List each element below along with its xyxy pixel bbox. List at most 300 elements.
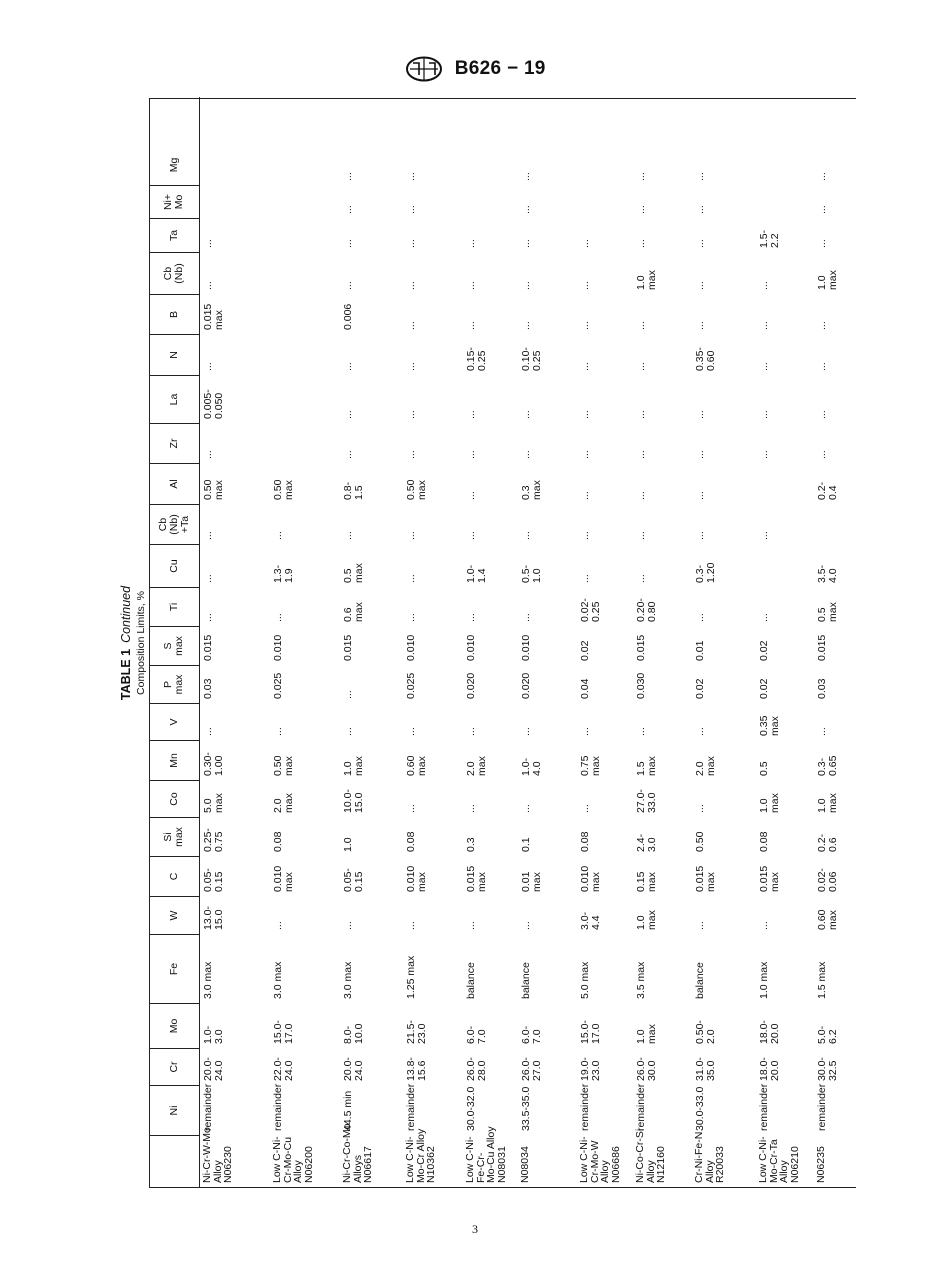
cell-cr: 26.0- 30.0: [635, 1057, 658, 1081]
cell-mo: 15.0- 17.0: [272, 1020, 295, 1044]
cell-mg: [199, 145, 269, 185]
cell-cbta: ...: [405, 531, 417, 540]
cell-w: 3.0- 4.4: [579, 911, 602, 930]
cell-cb: ...: [202, 281, 214, 290]
cell-s: 0.015: [342, 634, 354, 661]
cell-c: 0.010 max: [272, 865, 295, 892]
cell-mn: 1.0- 4.0: [520, 757, 543, 776]
cell-mo: 21.5- 23.0: [405, 1020, 428, 1044]
cell-mn: 2.0 max: [694, 756, 717, 776]
cell-nimo: [576, 185, 632, 218]
cell-la: 0.005- 0.050: [202, 389, 225, 419]
table-row: [813, 97, 845, 1187]
table-row: [691, 97, 755, 1187]
cell-p: 0.020: [520, 672, 532, 699]
cell-n: 0.15- 0.25: [465, 347, 488, 371]
cell-ni: 44.5 min: [342, 1090, 354, 1131]
cell-ni: 30.0-33.0: [694, 1086, 706, 1131]
cell-c: 0.02- 0.06: [816, 868, 839, 892]
cell-fe: balance: [694, 962, 706, 999]
cell-mg: [755, 145, 813, 185]
cell-v: ...: [272, 727, 284, 736]
cell-mn: 1.5 max: [635, 756, 658, 776]
column-header-p: P max: [149, 665, 199, 703]
cell-zr: ...: [635, 450, 647, 459]
cell-ti: 0.5 max: [816, 602, 839, 622]
cell-p: 0.03: [816, 678, 828, 699]
cell-ti: ...: [694, 613, 706, 622]
table-row: [402, 97, 462, 1187]
cell-fe: 1.25 max: [405, 955, 417, 999]
cell-s: 0.015: [202, 634, 214, 661]
cell-ta: ...: [342, 239, 354, 248]
cell-c: 0.015 max: [758, 865, 781, 892]
column-header-nimo: Ni+ Mo: [149, 185, 199, 218]
cell-v: ...: [405, 727, 417, 736]
cell-mg: [576, 145, 632, 185]
cell-mo: 5.0- 6.2: [816, 1025, 839, 1044]
alloy-label: Ni-Co-Cr-Si Alloy N12160: [634, 1128, 667, 1183]
column-header-la: La: [149, 375, 199, 423]
cell-al: 0.2- 0.4: [816, 481, 839, 500]
cell-co: ...: [579, 804, 591, 813]
column-header-s: S max: [149, 626, 199, 665]
cell-cr: 13.8- 15.6: [405, 1057, 428, 1081]
cell-ta: ...: [694, 239, 706, 248]
cell-n: 0.35- 0.60: [694, 347, 717, 371]
column-header-mn: Mn: [149, 740, 199, 780]
cell-w: ...: [758, 921, 770, 930]
cell-si: 0.1: [520, 837, 532, 852]
cell-mn: 0.30- 1.00: [202, 752, 225, 776]
cell-ni: remainder: [272, 1083, 284, 1131]
cell-fe: 3.5 max: [635, 961, 647, 999]
cell-ti: ...: [202, 613, 214, 622]
cell-zr: ...: [520, 450, 532, 459]
table-row: [632, 97, 691, 1187]
cell-mg: ...: [635, 172, 647, 181]
column-header-al: Al: [149, 463, 199, 504]
cell-b: 0.015 max: [202, 303, 225, 330]
cell-n: ...: [405, 362, 417, 371]
cell-ni: remainder: [579, 1083, 591, 1131]
cell-nimo: [462, 185, 517, 218]
astm-logo: [404, 56, 444, 82]
cell-p: 0.02: [758, 678, 770, 699]
cell-mo: 0.50- 2.0: [694, 1020, 717, 1044]
cell-al: ...: [635, 491, 647, 500]
cell-v: ...: [816, 727, 828, 736]
column-header-cb: Cb (Nb): [149, 252, 199, 294]
cell-s: 0.015: [635, 634, 647, 661]
cell-co: ...: [465, 804, 477, 813]
cell-cu: 0.5 max: [342, 563, 365, 583]
cell-ti: 0.02- 0.25: [579, 598, 602, 622]
table-row: [462, 97, 517, 1187]
cell-v: ...: [202, 727, 214, 736]
cell-zr: ...: [816, 450, 828, 459]
cell-ta: ...: [579, 239, 591, 248]
cell-mg: ...: [405, 172, 417, 181]
cell-fe: 3.0 max: [342, 961, 354, 999]
cell-c: 0.05- 0.15: [342, 868, 365, 892]
cell-cu: ...: [579, 574, 591, 583]
cell-b: ...: [405, 321, 417, 330]
cell-mn: 0.75 max: [579, 755, 602, 776]
cell-c: 0.010 max: [405, 865, 428, 892]
composition-header: Composition Limits, %: [135, 591, 147, 695]
cell-s: 0.010: [465, 634, 477, 661]
cell-ta: ...: [816, 239, 828, 248]
cell-cb: ...: [579, 281, 591, 290]
cell-n: 0.10- 0.25: [520, 347, 543, 371]
cell-cbta: [813, 504, 845, 544]
cell-co: 10.0- 15.0: [342, 789, 365, 813]
cell-p: 0.02: [694, 678, 706, 699]
cell-w: 0.60 max: [816, 909, 839, 930]
cell-la: ...: [758, 410, 770, 419]
cell-al: 0.3 max: [520, 480, 543, 500]
cell-si: 0.08: [579, 831, 591, 852]
cell-zr: [269, 423, 339, 463]
cell-mo: 8.0- 10.0: [342, 1023, 365, 1044]
column-header-cu: Cu: [149, 544, 199, 587]
cell-b: ...: [816, 321, 828, 330]
column-header-n: N: [149, 334, 199, 375]
cell-ti: 0.6 max: [342, 602, 365, 622]
cell-s: 0.010: [405, 634, 417, 661]
column-header-ti: Ti: [149, 587, 199, 626]
cell-cb: [269, 252, 339, 294]
table-row: [339, 97, 402, 1187]
cell-ti: ...: [758, 613, 770, 622]
alloy-label: Low C-Ni- Fe-Cr- Mo-Cu Alloy N08031: [464, 1126, 508, 1183]
cell-s: 0.010: [520, 634, 532, 661]
cell-cr: 19.0- 23.0: [579, 1057, 602, 1081]
cell-v: ...: [520, 727, 532, 736]
cell-cu: ...: [635, 574, 647, 583]
cell-mg: ...: [342, 172, 354, 181]
cell-cu: 1.3- 1.9: [272, 564, 295, 583]
cell-s: 0.02: [579, 640, 591, 661]
column-header-si: Si max: [149, 817, 199, 856]
column-header-cr: Cr: [149, 1048, 199, 1085]
cell-al: [755, 463, 813, 504]
alloy-label: Cr-Ni-Fe-N Alloy R20033: [693, 1131, 726, 1183]
cell-mg: [462, 145, 517, 185]
column-header-fe: Fe: [149, 934, 199, 1003]
cell-ta: ...: [465, 239, 477, 248]
cell-v: ...: [635, 727, 647, 736]
cell-cu: ...: [202, 574, 214, 583]
cell-al: ...: [694, 491, 706, 500]
cell-ti: 0.20- 0.80: [635, 598, 658, 622]
cell-co: ...: [694, 804, 706, 813]
cell-co: ...: [405, 804, 417, 813]
column-header-cbta: Cb (Nb) +Ta: [149, 504, 199, 544]
cell-fe: 1.5 max: [816, 961, 828, 999]
cell-n: ...: [758, 362, 770, 371]
cell-zr: ...: [694, 450, 706, 459]
cell-la: ...: [694, 410, 706, 419]
cell-w: ...: [272, 921, 284, 930]
cell-w: 1.0 max: [635, 910, 658, 930]
cell-cbta: ...: [694, 531, 706, 540]
cell-cb: ...: [465, 281, 477, 290]
cell-p: 0.04: [579, 678, 591, 699]
cell-cu: ...: [405, 574, 417, 583]
cell-p: ...: [342, 690, 354, 699]
cell-n: [269, 334, 339, 375]
page-number: 3: [472, 1222, 478, 1236]
cell-fe: balance: [520, 962, 532, 999]
cell-la: ...: [465, 410, 477, 419]
composition-table: [149, 98, 856, 1188]
cell-cr: 31.0- 35.0: [694, 1057, 717, 1081]
cell-c: 0.01 max: [520, 871, 543, 892]
cell-mn: 1.0 max: [342, 756, 365, 776]
column-header-v: V: [149, 703, 199, 740]
cell-s: 0.015: [816, 634, 828, 661]
cell-fe: 5.0 max: [579, 961, 591, 999]
cell-zr: ...: [342, 450, 354, 459]
cell-la: ...: [342, 410, 354, 419]
cell-w: ...: [342, 921, 354, 930]
cell-co: 1.0 max: [816, 793, 839, 813]
cell-v: 0.35 max: [758, 715, 781, 736]
cell-s: 0.01: [694, 640, 706, 661]
cell-la: ...: [520, 410, 532, 419]
column-header-mg: Mg: [167, 157, 180, 173]
cell-v: ...: [342, 727, 354, 736]
cell-cr: 30.0- 32.5: [816, 1057, 839, 1081]
cell-nimo: ...: [405, 205, 417, 214]
cell-nimo: ...: [694, 205, 706, 214]
cell-b: ...: [520, 321, 532, 330]
cell-n: ...: [816, 362, 828, 371]
cell-c: 0.015 max: [465, 865, 488, 892]
cell-cr: 26.0- 28.0: [465, 1057, 488, 1081]
column-header-co: Co: [149, 780, 199, 817]
cell-mo: 6.0- 7.0: [465, 1025, 488, 1044]
alloy-label: Low C-Ni- Cr-Mo-W Alloy N06686: [578, 1136, 622, 1183]
cell-cbta: ...: [272, 531, 284, 540]
cell-mn: 0.50 max: [272, 755, 295, 776]
cell-b: ...: [465, 321, 477, 330]
cell-b: [269, 294, 339, 334]
cell-si: 1.0: [342, 837, 354, 852]
cell-c: 0.015 max: [694, 865, 717, 892]
cell-mo: 1.0- 3.0: [202, 1025, 225, 1044]
cell-ni: remainder: [405, 1083, 417, 1131]
cell-w: ...: [520, 921, 532, 930]
cell-cb: ...: [758, 281, 770, 290]
cell-cu: 0.3- 1.20: [694, 562, 717, 583]
cell-fe: 3.0 max: [202, 961, 214, 999]
cell-al: ...: [579, 491, 591, 500]
cell-cr: 20.0- 24.0: [202, 1057, 225, 1081]
alloy-label: Low C-Ni- Mo-Cr-Ta Alloy N06210: [757, 1136, 801, 1183]
cell-cb: ...: [342, 281, 354, 290]
cell-la: ...: [816, 410, 828, 419]
table-row: [576, 97, 632, 1187]
cell-co: 2.0 max: [272, 793, 295, 813]
table-title-label: TABLE 1: [119, 648, 133, 701]
cell-nimo: [199, 185, 269, 218]
cell-ta: [269, 218, 339, 252]
cell-cr: 22.0- 24.0: [272, 1057, 295, 1081]
cell-p: 0.025: [405, 672, 417, 699]
cell-b: 0.006: [342, 303, 354, 330]
cell-ti: ...: [465, 613, 477, 622]
column-header-mo: Mo: [149, 1003, 199, 1048]
table-row: [199, 97, 269, 1187]
cell-la: ...: [635, 410, 647, 419]
cell-mn: 0.3- 0.65: [816, 755, 839, 776]
cell-mg: [269, 145, 339, 185]
column-header-ta: Ta: [149, 218, 199, 252]
cell-b: ...: [758, 321, 770, 330]
cell-cu: 1.0- 1.4: [465, 564, 488, 583]
cell-b: ...: [579, 321, 591, 330]
cell-mg: ...: [816, 172, 828, 181]
table-row: [517, 97, 576, 1187]
cell-p: 0.030: [635, 672, 647, 699]
cell-w: ...: [694, 921, 706, 930]
cell-ni: remainder: [816, 1083, 828, 1131]
cell-zr: ...: [758, 450, 770, 459]
cell-mo: 6.0- 7.0: [520, 1025, 543, 1044]
cell-cu: [755, 544, 813, 587]
cell-cbta: ...: [579, 531, 591, 540]
column-header-b: B: [149, 294, 199, 334]
alloy-label: Ni-Cr-Co-Mo Alloys N06617: [341, 1123, 374, 1183]
cell-ti: ...: [405, 613, 417, 622]
cell-v: ...: [694, 727, 706, 736]
cell-c: 0.010 max: [579, 865, 602, 892]
cell-cu: 3.5- 4.0: [816, 564, 839, 583]
cell-si: 0.2- 0.6: [816, 833, 839, 852]
cell-fe: balance: [465, 962, 477, 999]
cell-fe: 3.0 max: [272, 961, 284, 999]
alloy-label: N08034: [519, 1146, 531, 1183]
cell-cb: 1.0 max: [816, 270, 839, 290]
cell-mn: 0.60 max: [405, 755, 428, 776]
column-header-alloy: [149, 1135, 199, 1187]
cell-cr: 18.0- 20.0: [758, 1057, 781, 1081]
cell-co: 27.0- 33.0: [635, 789, 658, 813]
table-title-suffix: Continued: [119, 585, 133, 643]
cell-si: 0.25- 0.75: [202, 828, 225, 852]
cell-v: ...: [579, 727, 591, 736]
cell-w: ...: [465, 921, 477, 930]
cell-p: 0.025: [272, 672, 284, 699]
cell-w: 13.0- 15.0: [202, 906, 225, 930]
cell-si: 0.50: [694, 831, 706, 852]
cell-ni: 33.5-35.0: [520, 1086, 532, 1131]
cell-mo: 15.0- 17.0: [579, 1020, 602, 1044]
cell-co: 5.0 max: [202, 793, 225, 813]
cell-nimo: [755, 185, 813, 218]
cell-si: 0.3: [465, 837, 477, 852]
document-id: B626 − 19: [454, 58, 546, 79]
cell-zr: ...: [405, 450, 417, 459]
cell-zr: ...: [202, 450, 214, 459]
table-header-row: [149, 97, 200, 1187]
cell-nimo: ...: [635, 205, 647, 214]
cell-s: 0.010: [272, 634, 284, 661]
cell-al: ...: [465, 491, 477, 500]
cell-n: ...: [342, 362, 354, 371]
cell-mn: 2.0 max: [465, 756, 488, 776]
cell-si: 0.08: [272, 831, 284, 852]
cell-b: ...: [694, 321, 706, 330]
cell-mg: ...: [520, 172, 532, 181]
cell-co: 1.0 max: [758, 793, 781, 813]
cell-nimo: ...: [342, 205, 354, 214]
cell-la: [269, 375, 339, 423]
column-header-zr: Zr: [149, 423, 199, 463]
cell-c: 0.05- 0.15: [202, 868, 225, 892]
cell-cbta: ...: [465, 531, 477, 540]
cell-fe: 1.0 max: [758, 961, 770, 999]
cell-nimo: ...: [520, 205, 532, 214]
cell-b: ...: [635, 321, 647, 330]
table-title: [118, 98, 134, 1188]
cell-ta: ...: [405, 239, 417, 248]
cell-nimo: [269, 185, 339, 218]
cell-nimo: ...: [816, 205, 828, 214]
cell-ta: ...: [635, 239, 647, 248]
cell-al: 0.50 max: [272, 479, 295, 500]
cell-al: 0.50 max: [405, 479, 428, 500]
cell-cb: ...: [520, 281, 532, 290]
cell-w: ...: [405, 921, 417, 930]
cell-al: 0.8- 1.5: [342, 481, 365, 500]
cell-cr: 26.0- 27.0: [520, 1057, 543, 1081]
cell-n: ...: [635, 362, 647, 371]
cell-cr: 20.0- 24.0: [342, 1057, 365, 1081]
cell-zr: ...: [465, 450, 477, 459]
cell-cbta: ...: [342, 531, 354, 540]
cell-mn: 0.5: [758, 761, 770, 776]
cell-s: 0.02: [758, 640, 770, 661]
cell-al: 0.50 max: [202, 479, 225, 500]
column-header-c: C: [149, 856, 199, 896]
cell-si: 0.08: [405, 831, 417, 852]
cell-ti: ...: [520, 613, 532, 622]
cell-si: 0.08: [758, 831, 770, 852]
cell-ti: ...: [272, 613, 284, 622]
cell-cbta: ...: [520, 531, 532, 540]
cell-p: 0.03: [202, 678, 214, 699]
cell-ta: 1.5- 2.2: [758, 229, 781, 248]
cell-ta: ...: [202, 239, 214, 248]
alloy-label: Low C-Ni- Cr-Mo-Cu Alloy N06200: [271, 1136, 315, 1183]
cell-n: ...: [202, 362, 214, 371]
cell-ni: 30.0-32.0: [465, 1086, 477, 1131]
alloy-label: N06235: [815, 1146, 827, 1183]
cell-ni: remainder: [635, 1083, 647, 1131]
cell-ni: remainder: [758, 1083, 770, 1131]
cell-ni: remainder: [202, 1083, 214, 1131]
cell-p: 0.020: [465, 672, 477, 699]
cell-mo: 18.0- 20.0: [758, 1020, 781, 1044]
cell-n: ...: [579, 362, 591, 371]
cell-cb: ...: [694, 281, 706, 290]
alloy-label: Ni-Cr-W-Mo Alloy N06230: [201, 1127, 234, 1183]
cell-co: ...: [520, 804, 532, 813]
